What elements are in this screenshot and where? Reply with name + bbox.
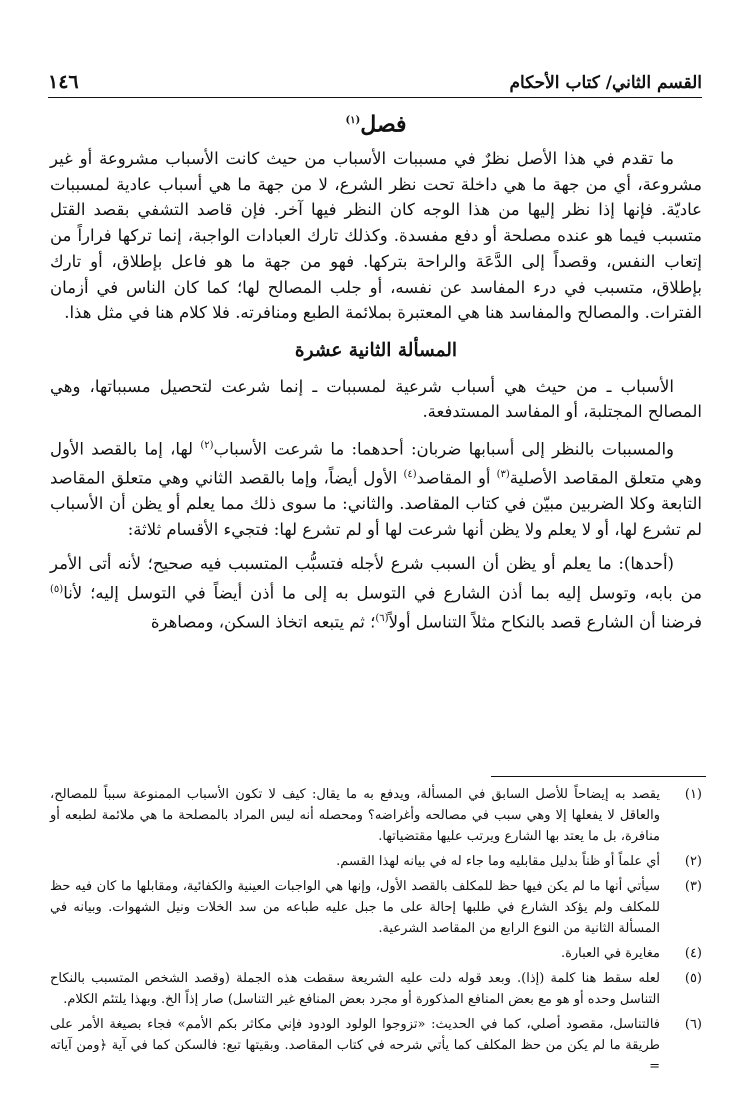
footnote-ref: (٤) [403,469,417,481]
footnote [50,1014,702,1077]
footnote-ref: (٦) [375,612,389,624]
footnote-text: لعله سقط هنا كلمة (إذا). وبعد قوله دلت عليه الشريعة سقطت هذه الجملة (وقصد الشخص المتسبب بالنكاح التناسل وحده أو هو مع بعض المنافع المذكورة أو مجرد بعض المنافع غير التناسل) صار إذاً الخ. وبهذا يلتئم الكلام. [50,971,660,1007]
footnote-text: أي علماً أو ظناً بدليل مقابليه وما جاء له في بيانه لهذا القسم. [336,854,660,869]
footnote-text: مغايرة في العبارة. [560,946,660,961]
paragraph-text: ؛ ثم يتبعه اتخاذ السكن، ومصاهرة [150,612,376,632]
paragraph: ما تقدم في هذا الأصل نظرٌ في مسببات الأسباب من حيث كانت الأسباب مشروعة أو غير مشروعة، أي من جهة ما هي داخلة تحت نظر الشرع، لا من جهة ما هي أسباب عادية لمسببات عاديّة. فإنها إذا نظر إليها من هذا الوجه كان النظر فيها آخر. فإن قاصد التشفي بقصد القتل متسبب فيما هو عنده مصلحة أو دفع مفسدة. وكذلك تارك العبادات الواجبة، إنما تركها فراراً من إتعاب النفس، وقصداً إلى الدَّعَة والراحة بتركها. فهو من جهة ما هو فاعل بإطلاق، أو تارك بإطلاق، متسبب في درء المفاسد عن نفسه، أو جلب المصالح لها؛ كما كان الناس في أزمان الفترات. والمصالح والمفاسد هنا هي المعتبرة بملائمة الطبع ومنافرته. فلا كلام هنا في مثل هذا. [50,149,702,323]
footnote [50,851,702,872]
paragraph-text: فرضنا أن الشارع قصد بالنكاح مثلاً التناسل أولاً [388,612,702,632]
footnote-number: (٦) [684,1017,702,1032]
footnote-ref: (٢) [200,440,214,452]
section-heading: المسألة الثانية عشرة [294,339,458,361]
paragraph-text: لها، إما بالقصد الأول وهي متعلق المقاصد الأصلية [50,439,702,488]
footnote-number: (٢) [684,854,702,869]
paragraph-text: والمسببات بالنظر إلى أسبابها ضربان: أحدهما: ما شرعت الأسباب [213,439,674,459]
chapter-title [50,108,702,138]
paragraph [50,433,702,543]
page-header [48,62,702,98]
running-title: القسم الثاني/ كتاب الأحكام [509,73,702,93]
footnote-ref: (١) [345,115,361,126]
footnote-number: (١) [684,787,702,802]
footnote [50,968,702,1010]
paragraph-text: الأول أيضاً، وإما بالقصد الثاني وهي متعلق المقاصد التابعة وكلا الضربين مبيّن في كتاب المقاصد. والثاني: ما سوى ذلك مما يعلم أو يظن أن الأسباب لم تشرع لها، أو لا يعلم ولا يظن أنها شرعت لها أو لم تشرع لها: فتجيء الأقسام ثلاثة: [50,468,702,540]
chapter-title-text: فصل [360,111,407,138]
paragraph-text: (أحدها): ما يعلم أو يظن أن السبب شرع لأجله فتسبُّب المتسبب فيه صحيح؛ لأنه أتى الأمر من بابه، وتوسل إليه بما أذن الشارع في التوسل به إلى ما أذن أيضاً في التوسل إليه؛ لأنا [50,553,702,603]
footnote-ref: (٣) [496,469,510,481]
footnote-text: يقصد به إيضاحاً للأصل السابق في المسألة، ويدفع به ما يقال: كيف لا تكون الأسباب الممنوعة سبباً للمصالح، والعاقل لا يفعلها إلا وهي سبب في مصالحه وأغراضه؟ ومحصله أنه ليس المراد بالمصلحة ما هي ملائمة لطبعه أو منافرة، بل ما يعتد بها الشارع ويرتب عليها مقتضياتها. [50,787,660,844]
page-number: ١٤٦ [48,71,79,93]
footnotes [50,784,702,1081]
footnote [50,876,702,939]
paragraph [50,551,702,635]
footnote-number: (٥) [684,971,702,986]
footnote-text: سيأتي أنها ما لم يكن فيها حظ للمكلف بالقصد الأول، وإنها هي الواجبات العينية والكفائية، ومقابلها ما كان فيه حظ للمكلف ولم يؤكد الشارع في طلبها إحالة على ما جبل عليه طباعه من سد الخلات ونيل الشهوات. وبيانه في المسألة الثانية من النوع الرابع من المقاصد الشرعية. [50,879,660,936]
paragraph: الأسباب ـ من حيث هي أسباب شرعية لمسببات ـ إنما شرعت لتحصيل مسبباتها، وهي المصالح المجتلبة، أو المفاسد المستدفعة. [50,376,702,422]
footnote-ref: (٥) [50,583,64,595]
footnote-text: فالتناسل، مقصود أصلي، كما في الحديث: «تزوجوا الولود الودود فإني مكاثر بكم الأمم» فجاء بصيغة الأمر على طريقة ما لم يكن من حظ المكلف كما يأتي شرحه في كتاب المقاصد. وبقيتها تبع: فالسكن كما في آية ﴿ومن آياته = [50,1017,660,1074]
footnote-number: (٣) [684,879,702,894]
main-text [50,108,702,641]
footnote-divider [491,776,706,777]
paragraph-text: أو المقاصد [416,468,497,488]
footnote [50,943,702,964]
footnote-number: (٤) [684,946,702,961]
footnote [50,784,702,847]
